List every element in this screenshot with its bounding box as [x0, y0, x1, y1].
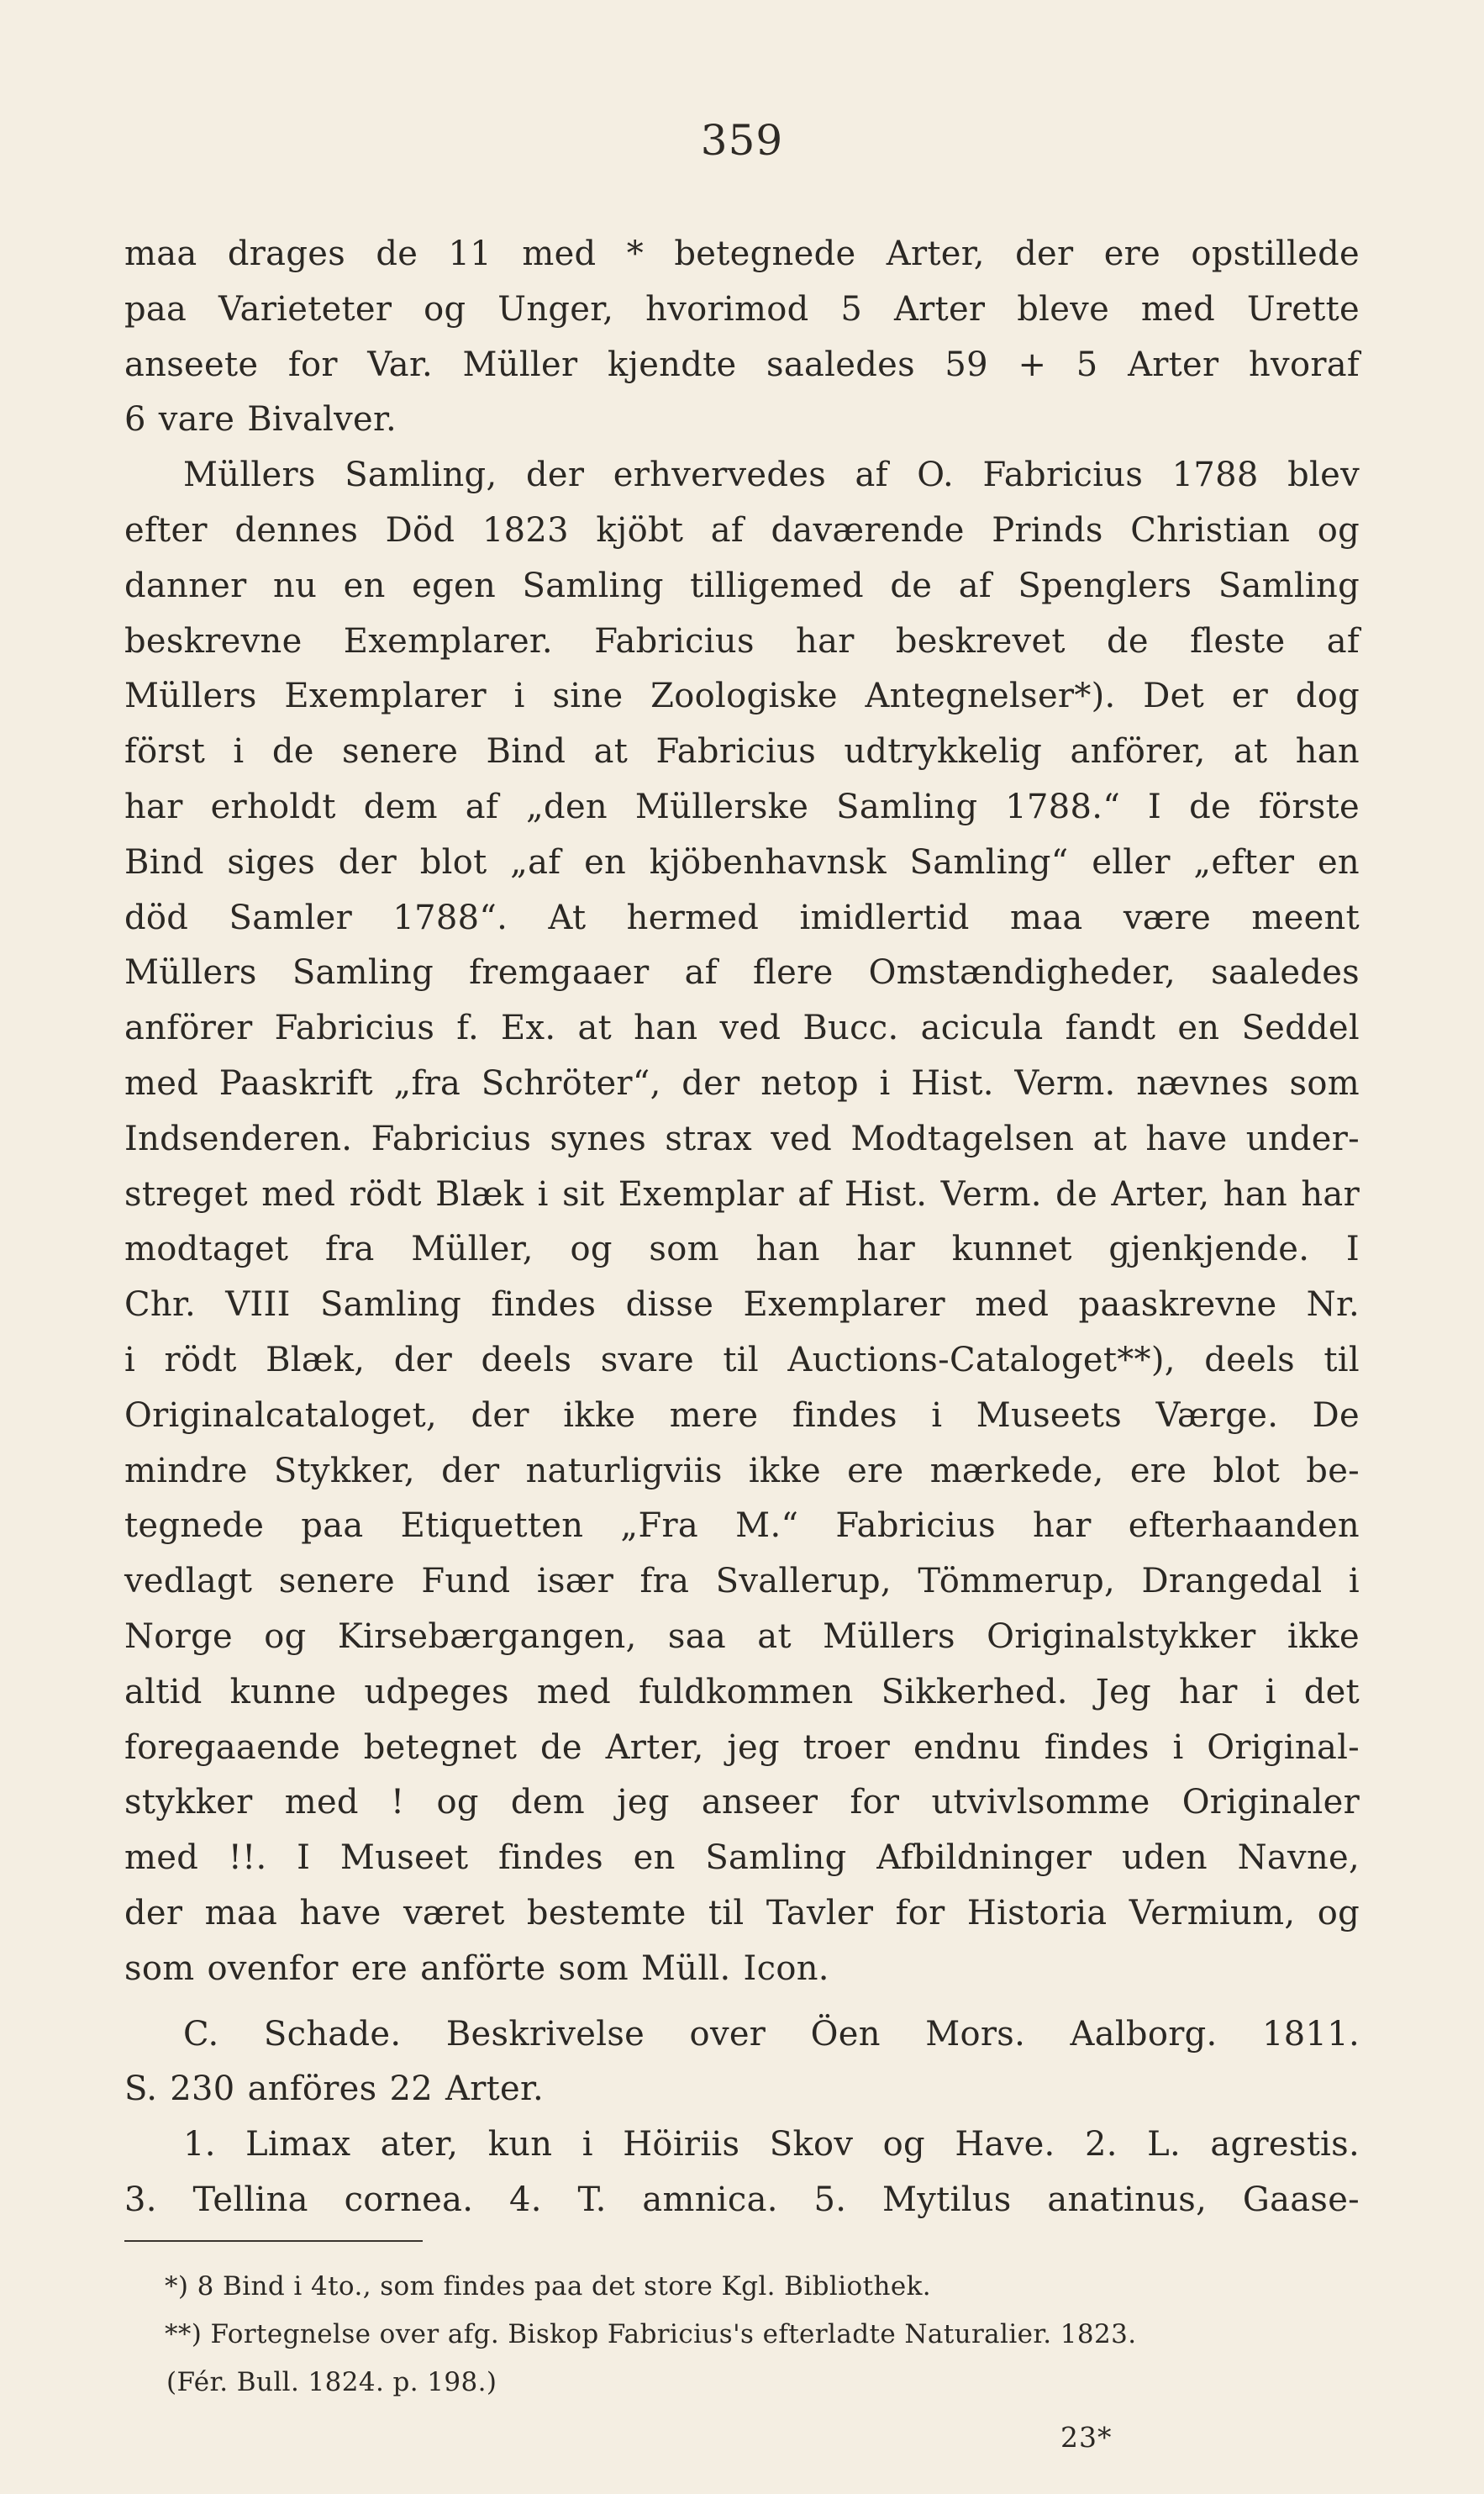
text-line: först i de senere Bind at Fabricius udtrykkelig anförer, at han [124, 732, 1360, 772]
text-line: Müllers Samling fremgaaer af flere Omstændigheder, saaledes [124, 953, 1360, 993]
text-line: med Paaskrift „fra Schröter“, der netop i Hist. Verm. nævnes som [124, 1063, 1360, 1103]
page-number: 359 [700, 116, 784, 165]
text-line: 3. Tellina cornea. 4. T. amnica. 5. Mytilus anatinus, Gaase- [124, 2180, 1360, 2219]
text-line: har erholdt dem af „den Müllerske Samling 1788.“ I de förste [124, 787, 1360, 826]
footnote: *) 8 Bind i 4to., som findes paa det store Kgl. Bibliothek. [165, 2271, 932, 2302]
text-line: Müllers Samling, der erhvervedes af O. Fabricius 1788 blev [183, 456, 1360, 495]
body-text [124, 227, 1360, 2228]
text-line: med !!. I Museet findes en Samling Afbildninger uden Navne, [124, 1838, 1360, 1878]
text-line: anförer Fabricius f. Ex. at han ved Bucc. acicula fandt en Seddel [124, 1009, 1360, 1048]
text-line: död Samler 1788“. At hermed imidlertid maa være meent [124, 898, 1360, 937]
text-line: C. Schade. Beskrivelse over Öen Mors. Aalborg. 1811. [183, 2014, 1360, 2054]
text-line: der maa have været bestemte til Tavler for Historia Vermium, og [124, 1893, 1360, 1932]
text-line: i rödt Blæk, der deels svare til Auctions-Cataloget**), deels til [124, 1340, 1360, 1379]
signature-mark: 23* [1060, 2421, 1113, 2454]
footnotes [124, 2263, 1360, 2407]
text-line: altid kunne udpeges med fuldkommen Sikkerhed. Jeg har i det [124, 1672, 1360, 1711]
text-line: modtaget fra Müller, og som han har kunnet gjenkjende. I [124, 1230, 1360, 1269]
text-line: anseete for Var. Müller kjendte saaledes 59 + 5 Arter hvoraf [124, 345, 1360, 384]
text-line: mindre Stykker, der naturligviis ikke ere mærkede, ere blot be- [124, 1451, 1360, 1490]
text-line: Norge og Kirsebærgangen, saa at Müllers Originalstykker ikke [124, 1616, 1360, 1656]
text-line: streget med rödt Blæk i sit Exemplar af Hist. Verm. de Arter, han har [124, 1174, 1360, 1214]
text-line: danner nu en egen Samling tilligemed de af Spenglers Samling [124, 566, 1360, 605]
text-line: Indsenderen. Fabricius synes strax ved Modtagelsen at have under- [124, 1119, 1360, 1158]
text-line: paa Varieteter og Unger, hvorimod 5 Arter bleve med Urette [124, 289, 1360, 329]
text-line: Müllers Exemplarer i sine Zoologiske Antegnelser*). Det er dog [124, 677, 1360, 716]
text-line: foregaaende betegnet de Arter, jeg troer endnu findes i Original- [124, 1727, 1360, 1767]
text-line: Bind siges der blot „af en kjöbenhavnsk Samling“ eller „efter en [124, 842, 1360, 882]
text-line: 6 vare Bivalver. [124, 400, 397, 440]
text-line: maa drages de 11 med * betegnede Arter, der ere opstillede [124, 235, 1360, 273]
text-line: efter dennes Död 1823 kjöbt af daværende Prinds Christian og [124, 510, 1360, 550]
text-line: stykker med ! og dem jeg anseer for utvivlsomme Originaler [124, 1783, 1360, 1822]
text-line: Originalcataloget, der ikke mere findes i Museets Værge. De [124, 1395, 1360, 1435]
text-line: tegnede paa Etiquetten „Fra M.“ Fabricius har efterhaanden [124, 1506, 1360, 1546]
footnote-continuation: (Fér. Bull. 1824. p. 198.) [166, 2367, 497, 2397]
footnote: **) Fortegnelse over afg. Biskop Fabricius's efterladte Naturalier. 1823. [165, 2319, 1137, 2349]
text-line: Chr. VIII Samling findes disse Exemplarer med paaskrevne Nr. [124, 1285, 1360, 1325]
text-line: vedlagt senere Fund især fra Svallerup, Tömmerup, Drangedal i [124, 1562, 1360, 1601]
footnote-divider [124, 2240, 423, 2242]
text-line: som ovenfor ere anförte som Müll. Icon. [124, 1948, 829, 1988]
text-line: beskrevne Exemplarer. Fabricius har beskrevet de fleste af [124, 621, 1360, 661]
text-line: 1. Limax ater, kun i Höiriis Skov og Have. 2. L. agrestis. [183, 2125, 1360, 2164]
text-line: S. 230 anföres 22 Arter. [124, 2070, 545, 2109]
